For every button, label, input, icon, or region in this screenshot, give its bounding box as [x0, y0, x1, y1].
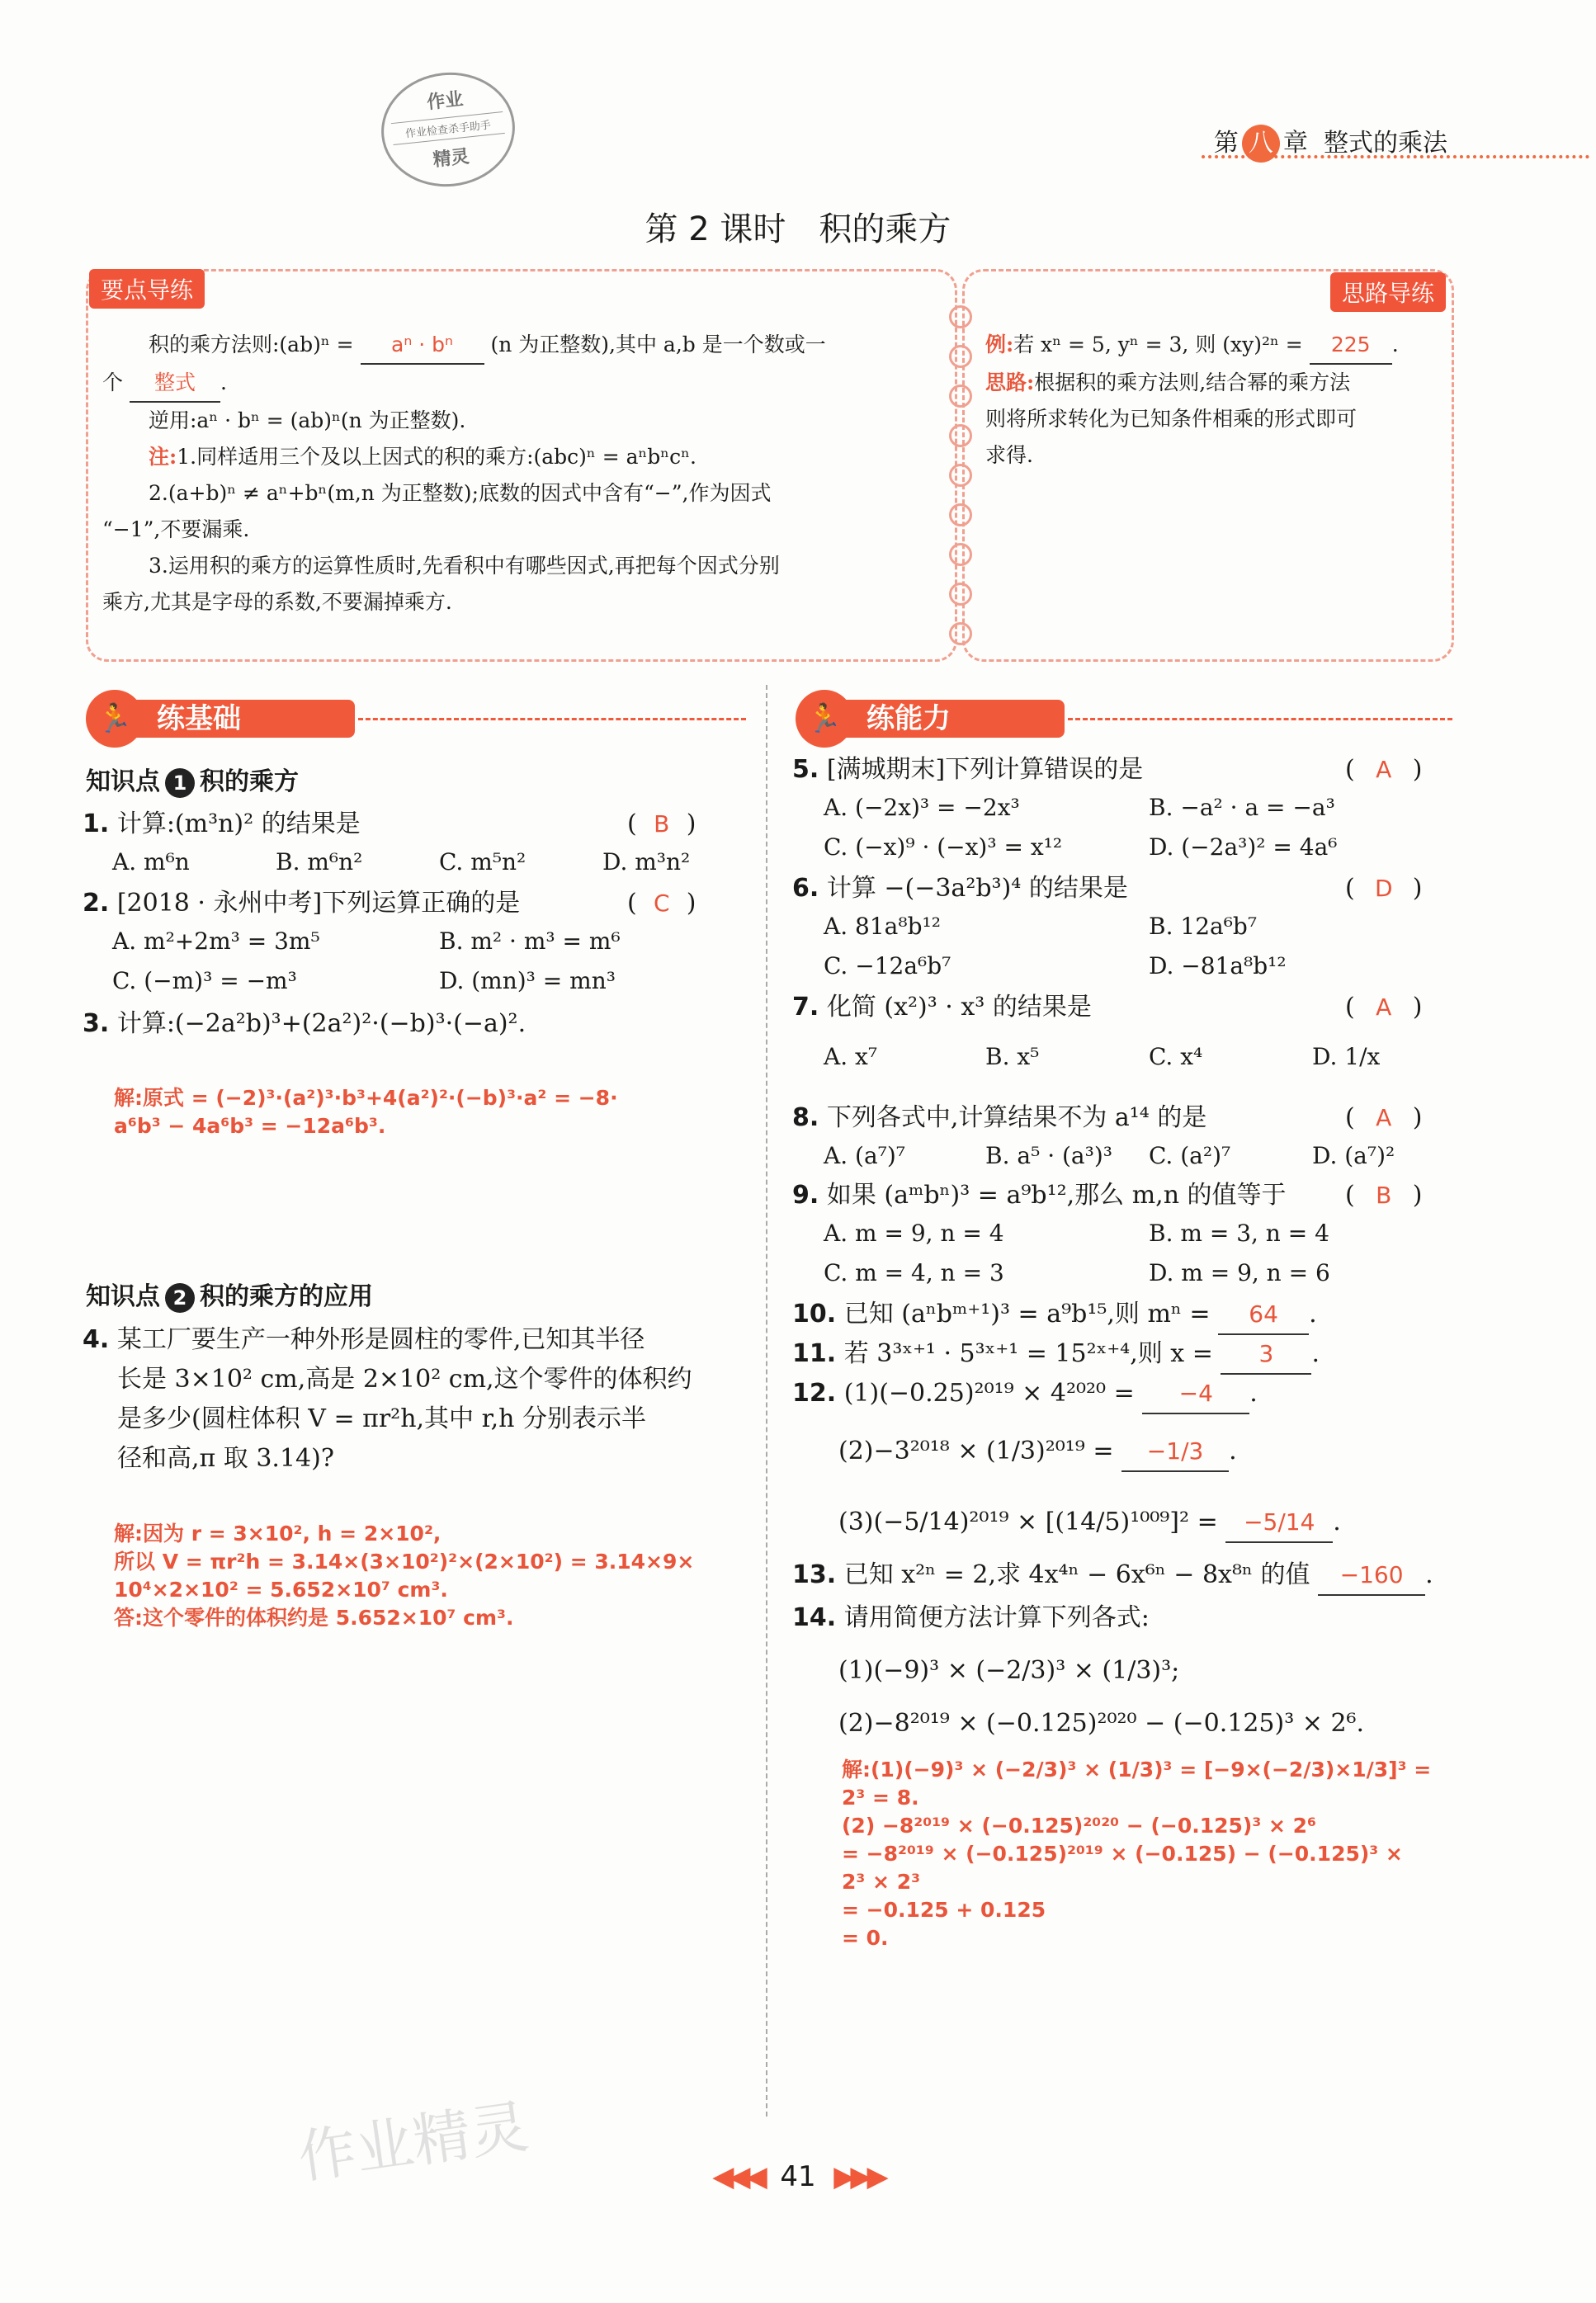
- knowledge-point-2: [86, 1276, 373, 1313]
- question-text: 下列各式中,计算结果不为 a¹⁴ 的是: [826, 1103, 1207, 1132]
- question-12-part-3: (3)(−5/14)²⁰¹⁹ × [(14/5)¹⁰⁰⁹]² = −5/14 .: [838, 1503, 1466, 1543]
- question-6: 6. 计算 −(−3a²b³)⁴ 的结果是 ( D ): [792, 870, 1452, 908]
- question-text: 已知 (aⁿbᵐ⁺¹)³ = a⁹b¹⁵,则 mⁿ =: [843, 1300, 1211, 1328]
- note-3: 3.运用积的乘方的运算性质时,先看积中有哪些因式,再把每个因式分别: [149, 554, 780, 578]
- option-b: B. m² · m³ = m⁶: [439, 927, 621, 955]
- question-text: [满城期末]下列计算错误的是: [826, 755, 1144, 784]
- section-basic-header: [86, 690, 746, 748]
- solution-line: 答:这个零件的体积约是 5.652×10⁷ cm³.: [114, 1606, 514, 1630]
- runner-icon: 🏃: [86, 690, 144, 748]
- answer: B: [654, 810, 670, 838]
- rule-suffix: (n 为正整数),其中 a,b 是一个数或一: [490, 333, 826, 356]
- page-number: 41: [780, 2160, 816, 2193]
- solution-line: 所以 V = πr²h = 3.14×(3×10²)²×(2×10²) = 3.14×9×: [114, 1550, 695, 1574]
- runner-icon: 🏃: [796, 690, 853, 748]
- answer: C: [653, 890, 670, 917]
- column-divider: [766, 685, 767, 2117]
- inverse-rule: 逆用:aⁿ · bⁿ = (ab)ⁿ(n 为正整数).: [149, 408, 466, 432]
- question-number: 8.: [792, 1103, 819, 1132]
- section-ability-header: [796, 690, 1456, 748]
- key-points-tag: 要点导练: [89, 269, 205, 309]
- question-10: 10. 已知 (aⁿbᵐ⁺¹)³ = a⁹b¹⁵,则 mⁿ = 64 .: [792, 1295, 1452, 1335]
- question-number: 5.: [792, 755, 819, 784]
- note-1: 1.同样适用三个及以上因式的积的乘方:(abc)ⁿ = aⁿbⁿcⁿ.: [177, 445, 696, 469]
- option-c: C. m = 4, n = 3: [824, 1259, 1004, 1286]
- question-8: 8. 下列各式中,计算结果不为 a¹⁴ 的是 ( A ): [792, 1099, 1452, 1137]
- answer: B: [1376, 1182, 1392, 1209]
- option-d: D. (mn)³ = mn³: [439, 967, 616, 994]
- solution-line: 2³ × 2³: [842, 1870, 921, 1894]
- option-b: B. m⁶n²: [276, 848, 363, 875]
- answer: −160: [1318, 1556, 1425, 1596]
- rule-line2-blank: 整式: [130, 365, 220, 403]
- option-d: D. 1/x: [1312, 1043, 1381, 1070]
- answer: −5/14: [1225, 1503, 1333, 1543]
- question-text: 若 3³ˣ⁺¹ · 5³ˣ⁺¹ = 15²ˣ⁺⁴,则 x =: [843, 1339, 1213, 1368]
- question-14: [792, 1599, 1452, 1637]
- lesson-title: 第 2 课时 积的乘方: [645, 210, 951, 248]
- chapter-number: 八: [1242, 125, 1280, 163]
- option-c: C. (−m)³ = −m³: [112, 967, 297, 994]
- solution-line: 2³ = 8.: [842, 1786, 919, 1810]
- question-text: 某工厂要生产一种外形是圆柱的零件,已知其半径: [116, 1325, 645, 1354]
- note-3b: 乘方,尤其是字母的系数,不要漏掉乘方.: [102, 590, 452, 614]
- question-4: [83, 1320, 751, 1479]
- question-number: 3.: [83, 1009, 110, 1038]
- rule-blank: aⁿ · bⁿ: [361, 327, 484, 365]
- answer: 3: [1221, 1335, 1311, 1375]
- question-text: 计算:(m³n)² 的结果是: [116, 809, 361, 838]
- option-c: C. −12a⁶b⁷: [824, 952, 951, 979]
- rule-line2-prefix: 个: [102, 370, 124, 394]
- option-a: A. m²+2m³ = 3m⁵: [112, 927, 320, 955]
- question-number: 6.: [792, 874, 819, 903]
- knowledge-point-1: [86, 761, 299, 798]
- example-label: 例:: [985, 333, 1014, 356]
- question-text: [2018 · 永州中考]下列运算正确的是: [116, 889, 521, 918]
- solution-line: = −8²⁰¹⁹ × (−0.125)²⁰¹⁹ × (−0.125) − (−0.125)³ ×: [842, 1842, 1403, 1866]
- option-a: A. (−2x)³ = −2x³: [824, 794, 1020, 821]
- thinking-guide-tag: 思路导练: [1330, 272, 1446, 312]
- question-text: 请用简便方法计算下列各式:: [843, 1603, 1150, 1632]
- question-text: 化简 (x²)³ · x³ 的结果是: [826, 993, 1092, 1022]
- option-d: D. (a⁷)²: [1312, 1142, 1395, 1169]
- watermark: 作业精灵: [294, 2092, 533, 2192]
- option-b: B. x⁵: [985, 1043, 1040, 1070]
- solution-line: (2) −8²⁰¹⁹ × (−0.125)²⁰²⁰ − (−0.125)³ × 2⁶: [842, 1814, 1316, 1838]
- question-4-solution: [114, 1520, 758, 1632]
- answer: −4: [1142, 1375, 1249, 1414]
- question-text: 计算 −(−3a²b³)⁴ 的结果是: [826, 874, 1128, 903]
- note-2: 2.(a+b)ⁿ ≠ aⁿ+bⁿ(m,n 为正整数);底数的因式中含有“−”,作为因式: [149, 481, 772, 505]
- stamp-line2: 作业检查杀手助手: [391, 111, 505, 145]
- question-3-solution: [114, 1084, 758, 1140]
- question-3: [83, 1005, 759, 1043]
- question-text: 已知 x²ⁿ = 2,求 4x⁴ⁿ − 6x⁶ⁿ − 8x⁸ⁿ 的值: [843, 1560, 1310, 1589]
- question-number: 7.: [792, 993, 819, 1022]
- question-14-part-1: (1)(−9)³ × (−2/3)³ × (1/3)³;: [838, 1656, 1180, 1685]
- idea-line3: 求得.: [985, 443, 1033, 467]
- option-b: B. −a² · a = −a³: [1149, 794, 1335, 821]
- question-number: 4.: [83, 1325, 110, 1354]
- question-number: 11.: [792, 1339, 837, 1368]
- answer: 64: [1218, 1295, 1309, 1335]
- solution-line: = 0.: [842, 1926, 889, 1950]
- question-text: 长是 3×10² cm,高是 2×10² cm,这个零件的体积约: [117, 1365, 692, 1394]
- kp-number: 1: [165, 768, 195, 798]
- option-a: A. (a⁷)⁷: [824, 1142, 906, 1169]
- question-9: 9. 如果 (aᵐbⁿ)³ = a⁹b¹²,那么 m,n 的值等于 ( B ): [792, 1177, 1452, 1215]
- idea-label: 思路:: [985, 370, 1035, 394]
- question-2: 2. [2018 · 永州中考]下列运算正确的是 ( C ): [83, 885, 743, 923]
- option-b: B. 12a⁶b⁷: [1149, 913, 1258, 940]
- option-c: C. m⁵n²: [439, 848, 526, 875]
- question-number: 2.: [83, 889, 110, 918]
- option-b: B. a⁵ · (a³)³: [985, 1142, 1112, 1169]
- question-11: 11. 若 3³ˣ⁺¹ · 5³ˣ⁺¹ = 15²ˣ⁺⁴,则 x = 3 .: [792, 1335, 1452, 1375]
- kp-number: 2: [165, 1283, 195, 1313]
- question-12-part-2: (2)−3²⁰¹⁸ × (1/3)²⁰¹⁹ = −1/3 .: [838, 1432, 1466, 1472]
- kp-title: 积的乘方: [200, 767, 299, 796]
- kp-title: 积的乘方的应用: [200, 1282, 373, 1311]
- question-5-options: [824, 794, 1451, 873]
- question-part: (3)(−5/14)²⁰¹⁹ × [(14/5)¹⁰⁰⁹]² =: [838, 1508, 1218, 1536]
- question-1: 1. 计算:(m³n)² 的结果是 ( B ): [83, 805, 743, 843]
- question-2-options: [112, 927, 739, 993]
- question-text: 计算:(−2a²b)³+(2a²)²·(−b)³·(−a)².: [116, 1009, 526, 1038]
- chapter-prefix: 第: [1213, 129, 1239, 158]
- solution-line: 10⁴×2×10² = 5.652×10⁷ cm³.: [114, 1578, 448, 1602]
- kp-label: 知识点: [86, 767, 160, 796]
- rule-prefix: 积的乘方法则:(ab)ⁿ =: [149, 333, 354, 356]
- answer: D: [1374, 875, 1393, 902]
- answer: A: [1376, 1104, 1392, 1131]
- option-a: A. m = 9, n = 4: [824, 1220, 1004, 1247]
- solution-line: = −0.125 + 0.125: [842, 1898, 1046, 1922]
- stamp-line1: 作业: [426, 87, 465, 114]
- option-c: C. (−x)⁹ · (−x)³ = x¹²: [824, 833, 1063, 861]
- question-12: 12. (1)(−0.25)²⁰¹⁹ × 4²⁰²⁰ = −4 .: [792, 1375, 1452, 1414]
- question-number: 14.: [792, 1603, 837, 1632]
- section-basic-title: 练基础: [119, 700, 355, 738]
- question-number: 12.: [792, 1379, 837, 1408]
- question-number: 10.: [792, 1300, 837, 1328]
- question-number: 9.: [792, 1181, 819, 1210]
- thinking-guide-content: 例:若 xⁿ = 5, yⁿ = 3, 则 (xy)²ⁿ = 225 . 思路:根据积的乘方法则,结合幂的乘方法 则将所求转化为已知条件相乘的形式即可 求得.: [985, 327, 1439, 474]
- option-c: C. x⁴: [1149, 1043, 1203, 1070]
- question-14-part-2: (2)−8²⁰¹⁹ × (−0.125)²⁰²⁰ − (−0.125)³ × 2⁶.: [838, 1709, 1365, 1738]
- page-footer: [0, 2160, 1596, 2193]
- answer: −1/3: [1121, 1432, 1229, 1472]
- section-ability-title: 练能力: [829, 700, 1065, 738]
- option-a: A. m⁶n: [112, 848, 190, 875]
- chapter-title: 整式的乘法: [1324, 129, 1447, 158]
- question-text: 如果 (aᵐbⁿ)³ = a⁹b¹²,那么 m,n 的值等于: [826, 1181, 1287, 1210]
- option-d: D. (−2a³)² = 4a⁶: [1149, 833, 1338, 861]
- note-2b: “−1”,不要漏乘.: [102, 517, 250, 541]
- header-divider: [1202, 155, 1589, 158]
- stamp-line3: 精灵: [432, 145, 470, 172]
- key-points-content: 积的乘方法则:(ab)ⁿ = aⁿ · bⁿ (n 为正整数),其中 a,b 是一个数或一 个 整式 . 逆用:aⁿ · bⁿ = (ab)ⁿ(n 为正整数). 注:1.同样适用三个及以上因式的积的乘方:(abc)ⁿ = aⁿbⁿcⁿ. 2.(a+b)ⁿ ≠ aⁿ+bⁿ(m,n 为正整数);底数的因式中含有“−”,作为因式 “−1”,不要漏乘. 3.运用积的乘方的运算性质时,先看积中有哪些因式,再把每个因式分别 乘方,尤其是字母的系数,不要漏掉乘方.: [102, 327, 936, 621]
- answer: A: [1376, 993, 1392, 1021]
- question-13: 13. 已知 x²ⁿ = 2,求 4x⁴ⁿ − 6x⁶ⁿ − 8x⁸ⁿ 的值 −160 .: [792, 1556, 1469, 1596]
- option-b: B. m = 3, n = 4: [1149, 1220, 1329, 1247]
- option-d: D. −81a⁸b¹²: [1149, 952, 1287, 979]
- question-text: 径和高,π 取 3.14)?: [117, 1444, 334, 1473]
- solution-line: 解:(1)(−9)³ × (−2/3)³ × (1/3)³ = [−9×(−2/3)×1/3]³ =: [842, 1758, 1432, 1782]
- option-c: C. (a²)⁷: [1149, 1142, 1231, 1169]
- stamp-logo: [375, 66, 521, 193]
- example-text: 若 xⁿ = 5, yⁿ = 3, 则 (xy)²ⁿ =: [1013, 333, 1303, 356]
- question-7: 7. 化简 (x²)³ · x³ 的结果是 ( A ): [792, 989, 1452, 1026]
- question-9-options: [824, 1220, 1451, 1299]
- question-6-options: [824, 913, 1451, 992]
- next-arrows-icon: ▶▶▶: [833, 2160, 884, 2193]
- answer: A: [1376, 756, 1392, 783]
- kp-label: 知识点: [86, 1282, 160, 1311]
- option-a: A. x⁷: [824, 1043, 878, 1070]
- option-d: D. m³n²: [602, 848, 691, 875]
- question-14-solution: [842, 1756, 1461, 1952]
- question-part: (2)−3²⁰¹⁸ × (1/3)²⁰¹⁹ =: [838, 1437, 1114, 1465]
- solution-line: a⁶b³ − 4a⁶b³ = −12a⁶b³.: [114, 1114, 386, 1138]
- question-number: 1.: [83, 809, 110, 838]
- note-label: 注:: [149, 445, 177, 469]
- idea-line2: 则将所求转化为已知条件相乘的形式即可: [985, 407, 1358, 431]
- chapter-suffix: 章: [1282, 129, 1308, 158]
- question-7-options: [824, 1043, 1451, 1084]
- question-text: 是多少(圆柱体积 V = πr²h,其中 r,h 分别表示半: [117, 1404, 647, 1433]
- question-part: (1)(−0.25)²⁰¹⁹ × 4²⁰²⁰ =: [843, 1379, 1135, 1408]
- example-answer: 225: [1310, 327, 1392, 365]
- idea-line1: 根据积的乘方法则,结合幂的乘方法: [1034, 370, 1351, 394]
- option-d: D. m = 9, n = 6: [1149, 1259, 1330, 1286]
- solution-line: 解:原式 = (−2)³·(a²)³·b³+4(a²)²·(−b)³·a² = −8·: [114, 1086, 618, 1110]
- question-number: 13.: [792, 1560, 837, 1589]
- question-5: 5. [满城期末]下列计算错误的是 ( A ): [792, 751, 1452, 789]
- option-a: A. 81a⁸b¹²: [824, 913, 941, 940]
- prev-arrows-icon: ◀◀◀: [712, 2160, 763, 2193]
- solution-line: 解:因为 r = 3×10², h = 2×10²,: [114, 1522, 441, 1546]
